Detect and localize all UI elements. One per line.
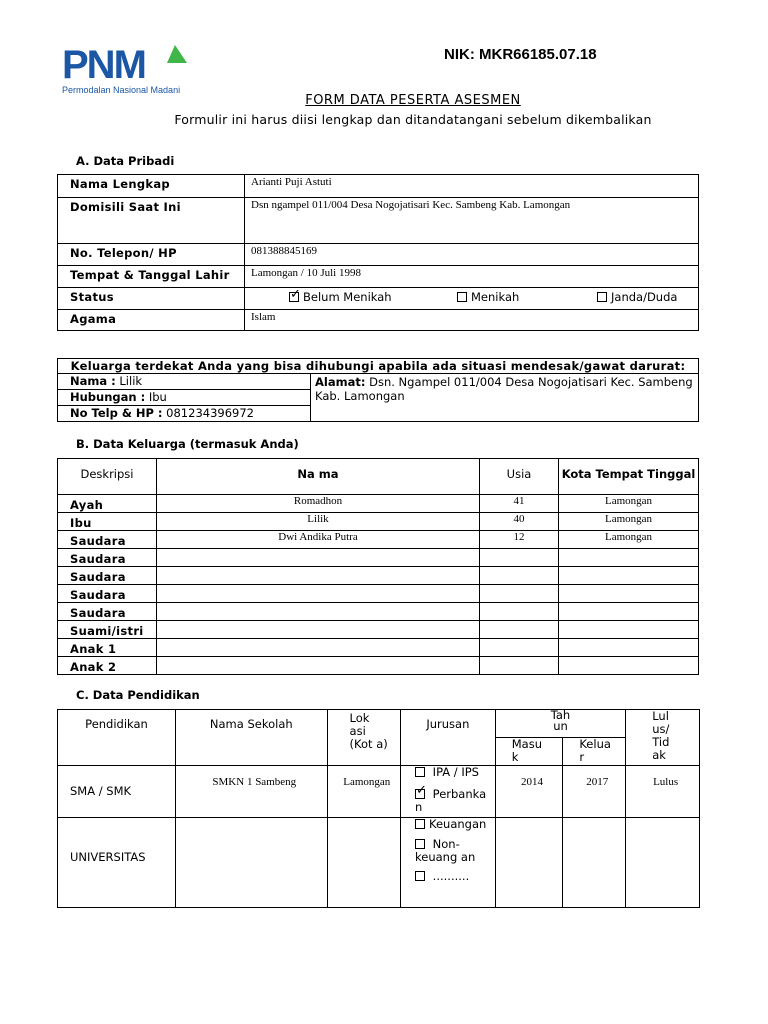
edu-univ-year-in[interactable]: [495, 818, 563, 908]
family-desc: Anak 1: [58, 639, 157, 657]
nik-number: NIK: MKR66185.07.18: [444, 46, 597, 63]
table-row: [58, 766, 700, 818]
form-title: FORM DATA PESERTA ASESMEN: [305, 93, 521, 108]
emergency-name-cell: [58, 374, 311, 390]
form-subtitle: Formulir ini harus diisi lengkap dan ditandatangani sebelum dikembalikan: [174, 112, 652, 127]
edu-sma-year-in[interactable]: 2014: [495, 766, 563, 818]
status-option-married[interactable]: Menikah: [457, 290, 519, 304]
table-row: [58, 495, 699, 513]
col-major: Jurusan: [401, 710, 496, 766]
family-name[interactable]: [157, 549, 480, 567]
edu-univ-label: UNIVERSITAS: [58, 818, 176, 908]
family-desc: Anak 2: [58, 657, 157, 675]
status-option-single[interactable]: ✓ Belum Menikah: [289, 290, 392, 304]
col-age: Usia: [480, 459, 559, 495]
family-name[interactable]: [157, 567, 480, 585]
checkbox-icon[interactable]: [597, 292, 607, 302]
edu-sma-major: [401, 766, 496, 818]
family-name[interactable]: [157, 657, 480, 675]
emergency-phone-value[interactable]: 081234396972: [166, 406, 254, 420]
family-city[interactable]: [559, 621, 699, 639]
family-age[interactable]: [480, 657, 559, 675]
family-desc: Saudara: [58, 567, 157, 585]
table-row: [58, 603, 699, 621]
label-full-name: Nama Lengkap: [58, 175, 245, 198]
logo-subtitle: Permodalan Nasional Madani: [62, 85, 181, 95]
section-b-heading: B. Data Keluarga (termasuk Anda): [76, 437, 299, 451]
value-religion[interactable]: Islam: [245, 310, 699, 331]
checkbox-icon[interactable]: [415, 871, 425, 881]
emergency-name-value[interactable]: Lilik: [119, 374, 143, 388]
emergency-address-label: Alamat:: [315, 375, 366, 389]
table-row: [58, 513, 699, 531]
emergency-relation-value[interactable]: Ibu: [148, 390, 167, 404]
family-city[interactable]: [559, 567, 699, 585]
family-desc: Suami/istri: [58, 621, 157, 639]
major-option-finance[interactable]: Keuangan: [415, 818, 495, 831]
family-name[interactable]: [157, 621, 480, 639]
label-status: Status: [58, 288, 245, 310]
checkbox-icon[interactable]: [415, 819, 425, 829]
family-city[interactable]: Lamongan: [559, 513, 699, 531]
family-city[interactable]: [559, 657, 699, 675]
edu-sma-school[interactable]: SMKN 1 Sambeng: [176, 766, 328, 818]
family-city[interactable]: [559, 549, 699, 567]
emergency-heading: Keluarga terdekat Anda yang bisa dihubungi apabila ada situasi mendesak/gawat darurat:: [58, 359, 699, 374]
table-row: [58, 585, 699, 603]
family-age[interactable]: [480, 621, 559, 639]
value-domicile[interactable]: Dsn ngampel 011/004 Desa Nogojatisari Kec. Sambeng Kab. Lamongan: [245, 198, 699, 244]
edu-univ-location[interactable]: [327, 818, 400, 908]
edu-sma-label: SMA / SMK: [58, 766, 176, 818]
family-desc: Ibu: [58, 513, 157, 531]
label-religion: Agama: [58, 310, 245, 331]
label-birth: Tempat & Tanggal Lahir: [58, 266, 245, 288]
checkbox-checked-icon[interactable]: [289, 292, 299, 302]
major-option-nonfinance[interactable]: Non-keuang an: [415, 837, 476, 864]
table-row: [58, 288, 699, 310]
family-data-table: [57, 458, 699, 675]
table-header-row: [58, 459, 699, 495]
family-age[interactable]: 12: [480, 531, 559, 549]
emergency-name-label: Nama :: [70, 374, 116, 388]
family-name[interactable]: Dwi Andika Putra: [157, 531, 480, 549]
table-row: [58, 266, 699, 288]
emergency-address-value[interactable]: Dsn. Ngampel 011/004 Desa Nogojatisari Kec. Sambeng Kab. Lamongan: [315, 375, 693, 403]
col-desc: Deskripsi: [58, 459, 157, 495]
emergency-relation-label: Hubungan :: [70, 390, 146, 404]
value-full-name[interactable]: Arianti Puji Astuti: [245, 175, 699, 198]
value-phone[interactable]: 081388845169: [245, 244, 699, 266]
family-age[interactable]: [480, 603, 559, 621]
table-row: [58, 175, 699, 198]
table-row: [58, 657, 699, 675]
table-row: [58, 567, 699, 585]
section-c-heading: C. Data Pendidikan: [76, 688, 200, 702]
edu-univ-school[interactable]: [176, 818, 328, 908]
emergency-relation-cell: [58, 390, 311, 406]
pnm-logo: [62, 45, 192, 97]
family-city[interactable]: [559, 639, 699, 657]
table-row: [58, 639, 699, 657]
family-age[interactable]: 40: [480, 513, 559, 531]
logo-swoosh-icon: [167, 45, 187, 63]
col-passed: Lul us/ Tid ak: [626, 710, 700, 766]
family-desc: Saudara: [58, 549, 157, 567]
family-desc: Saudara: [58, 603, 157, 621]
edu-sma-location[interactable]: Lamongan: [327, 766, 400, 818]
col-year-out: Kelua r: [563, 738, 626, 766]
edu-sma-year-out[interactable]: 2017: [563, 766, 626, 818]
col-year: Tah un: [495, 710, 625, 738]
family-age[interactable]: [480, 585, 559, 603]
major-option-other[interactable]: ..........: [415, 870, 495, 883]
family-city[interactable]: Lamongan: [559, 531, 699, 549]
label-domicile: Domisili Saat Ini: [58, 198, 245, 244]
section-a-heading: A. Data Pribadi: [76, 154, 175, 168]
emergency-contact-table: [57, 358, 699, 422]
table-row: [58, 244, 699, 266]
col-location: Lok asi (Kot a): [327, 710, 400, 766]
emergency-phone-label: No Telp & HP :: [70, 406, 163, 420]
emergency-phone-cell: [58, 406, 311, 422]
family-name[interactable]: [157, 639, 480, 657]
table-row: [58, 310, 699, 331]
edu-univ-passed[interactable]: [626, 818, 700, 908]
family-age[interactable]: 41: [480, 495, 559, 513]
edu-univ-year-out[interactable]: [563, 818, 626, 908]
status-options: [245, 288, 699, 310]
family-city[interactable]: [559, 603, 699, 621]
education-table: [57, 709, 700, 908]
checkbox-icon[interactable]: [415, 839, 425, 849]
table-row: [58, 198, 699, 244]
status-option-widowed[interactable]: Janda/Duda: [597, 290, 677, 304]
family-age[interactable]: [480, 567, 559, 585]
emergency-address-cell: [311, 374, 699, 422]
col-education: Pendidikan: [58, 710, 176, 766]
table-row: [58, 531, 699, 549]
major-option-ipa[interactable]: IPA / IPS: [415, 766, 495, 779]
family-desc: Saudara: [58, 531, 157, 549]
family-desc: Ayah: [58, 495, 157, 513]
table-row: [58, 549, 699, 567]
logo-text: PNM: [62, 43, 145, 87]
family-desc: Saudara: [58, 585, 157, 603]
checkbox-icon[interactable]: [457, 292, 467, 302]
family-name[interactable]: Romadhon: [157, 495, 480, 513]
col-school: Nama Sekolah: [176, 710, 328, 766]
family-age[interactable]: [480, 549, 559, 567]
family-name[interactable]: Lilik: [157, 513, 480, 531]
col-city: Kota Tempat Tinggal: [559, 459, 699, 495]
checkbox-icon[interactable]: [415, 767, 425, 777]
personal-data-table: [57, 174, 699, 331]
family-name[interactable]: [157, 585, 480, 603]
col-year-in: Masu k: [495, 738, 563, 766]
checkbox-checked-icon[interactable]: [415, 789, 425, 799]
table-row: [58, 621, 699, 639]
edu-univ-major: [401, 818, 496, 908]
table-row: [58, 818, 700, 908]
family-name[interactable]: [157, 603, 480, 621]
family-city[interactable]: [559, 585, 699, 603]
edu-sma-passed[interactable]: Lulus: [626, 766, 700, 818]
family-age[interactable]: [480, 639, 559, 657]
major-option-banking[interactable]: ✓ Perbanka n: [415, 788, 487, 814]
value-birth[interactable]: Lamongan / 10 Juli 1998: [245, 266, 699, 288]
label-phone: No. Telepon/ HP: [58, 244, 245, 266]
family-city[interactable]: Lamongan: [559, 495, 699, 513]
col-name: Na ma: [157, 459, 480, 495]
